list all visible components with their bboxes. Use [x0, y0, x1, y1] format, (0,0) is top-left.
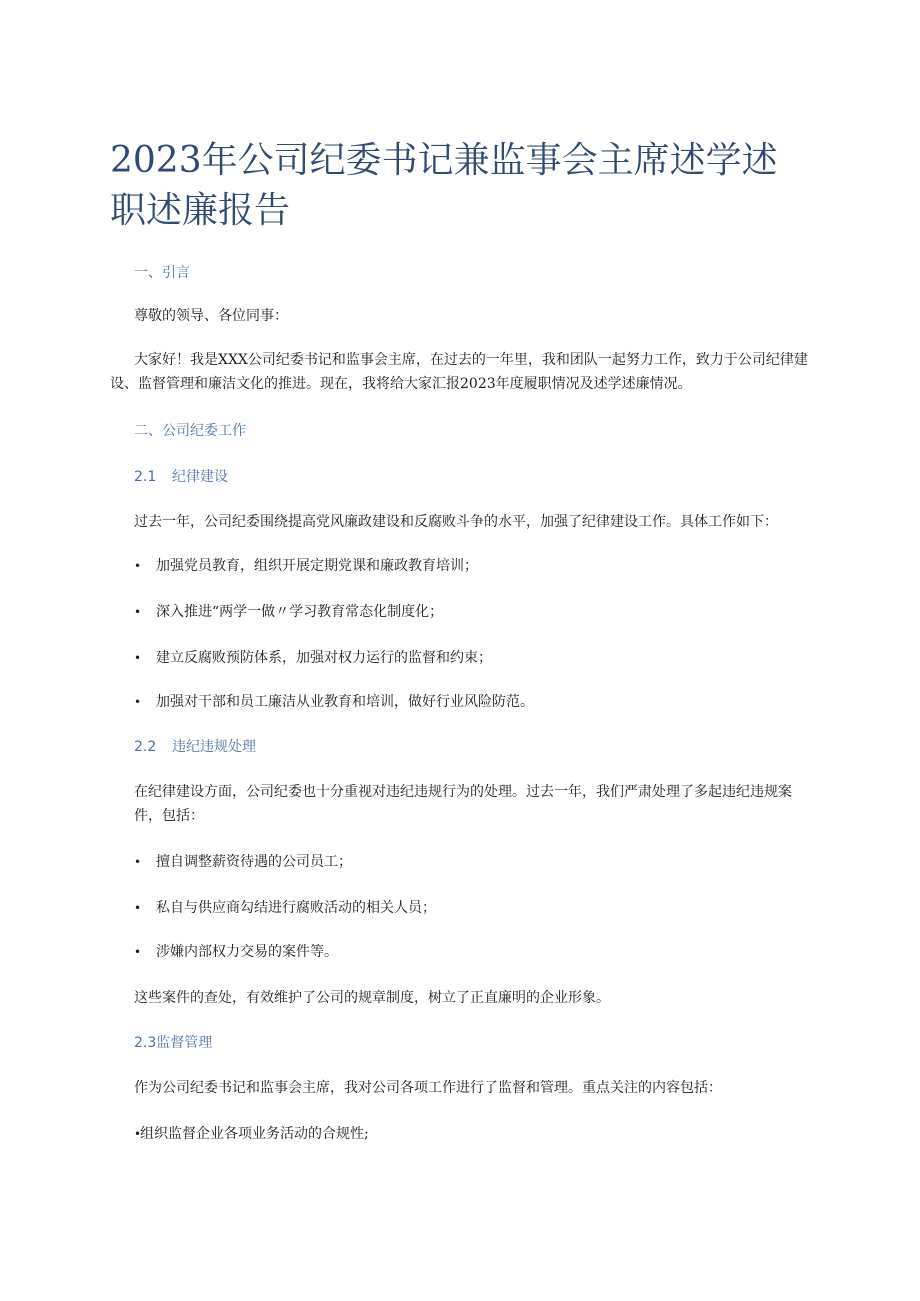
discipline-paragraph: 过去一年，公司纪委围绕提高党风廉政建设和反腐败斗争的水平，加强了纪律建设工作。具体工作如下：	[134, 514, 778, 530]
heading-introduction: 一、引言	[134, 265, 190, 281]
list-item	[134, 556, 478, 576]
intro-paragraph: 大家好！我是XXX公司纪委书记和监事会主席，在过去的一年里，我和团队一起努力工作，致力于公司纪律建设、监督管理和廉洁文化的推进。现在，我将给大家汇报2023年度履职情况及述学述廉情况。	[110, 352, 808, 392]
list-item	[134, 602, 443, 622]
bullet-icon: •	[134, 1127, 142, 1141]
supervision-paragraph: 作为公司纪委书记和监事会主席，我对公司各项工作进行了监督和管理。重点关注的内容包括：	[134, 1080, 722, 1096]
list-item	[134, 898, 436, 918]
list-item-text: 涉嫌内部权力交易的案件等。	[156, 944, 338, 960]
list-item	[134, 942, 338, 962]
section-title: 违纪违规处理	[172, 739, 256, 755]
violations-paragraph: 在纪律建设方面，公司纪委也十分重视对违纪违规行为的处理。过去一年，我们严肃处理了多起违纪违规案件，包括：	[134, 784, 792, 824]
bullet-icon: •	[134, 855, 142, 869]
list-item-text: 组织监督企业各项业务活动的合规性;	[140, 1126, 369, 1142]
bullet-icon: •	[134, 901, 142, 915]
bullet-icon: •	[134, 945, 142, 959]
list-item-text: 擅自调整薪资待遇的公司员工；	[156, 854, 352, 870]
section-number: 2.2	[134, 739, 157, 755]
list-item-text: 加强对干部和员工廉洁从业教育和培训，做好行业风险防范。	[156, 694, 534, 710]
list-item	[134, 1124, 369, 1144]
list-item	[134, 692, 534, 712]
heading-section-2-1	[134, 466, 228, 486]
heading-discipline-work: 二、公司纪委工作	[134, 423, 246, 439]
section-number: 2.1	[134, 469, 157, 485]
document-title: 2023年公司纪委书记兼监事会主席述学述职述廉报告	[110, 140, 778, 231]
bullet-icon: •	[134, 651, 142, 665]
heading-section-2-3: 2.3监督管理	[134, 1035, 213, 1051]
bullet-icon: •	[134, 605, 142, 619]
heading-section-2-2	[134, 736, 256, 756]
violations-conclusion: 这些案件的查处，有效维护了公司的规章制度，树立了正直廉明的企业形象。	[134, 990, 610, 1006]
section-title: 纪律建设	[172, 469, 228, 485]
list-item-text: 深入推进“两学一做〃学习教育常态化制度化；	[156, 604, 444, 620]
list-item-text: 私自与供应商勾结进行腐败活动的相关人员；	[156, 900, 436, 916]
bullet-icon: •	[134, 695, 142, 709]
list-item-text: 建立反腐败预防体系，加强对权力运行的监督和约束；	[156, 650, 492, 666]
greeting-text: 尊敬的领导、各位同事：	[134, 308, 288, 324]
bullet-icon: •	[134, 559, 142, 573]
list-item	[134, 852, 352, 872]
list-item-text: 加强党员教育，组织开展定期党课和廉政教育培训；	[156, 558, 478, 574]
list-item	[134, 648, 492, 668]
